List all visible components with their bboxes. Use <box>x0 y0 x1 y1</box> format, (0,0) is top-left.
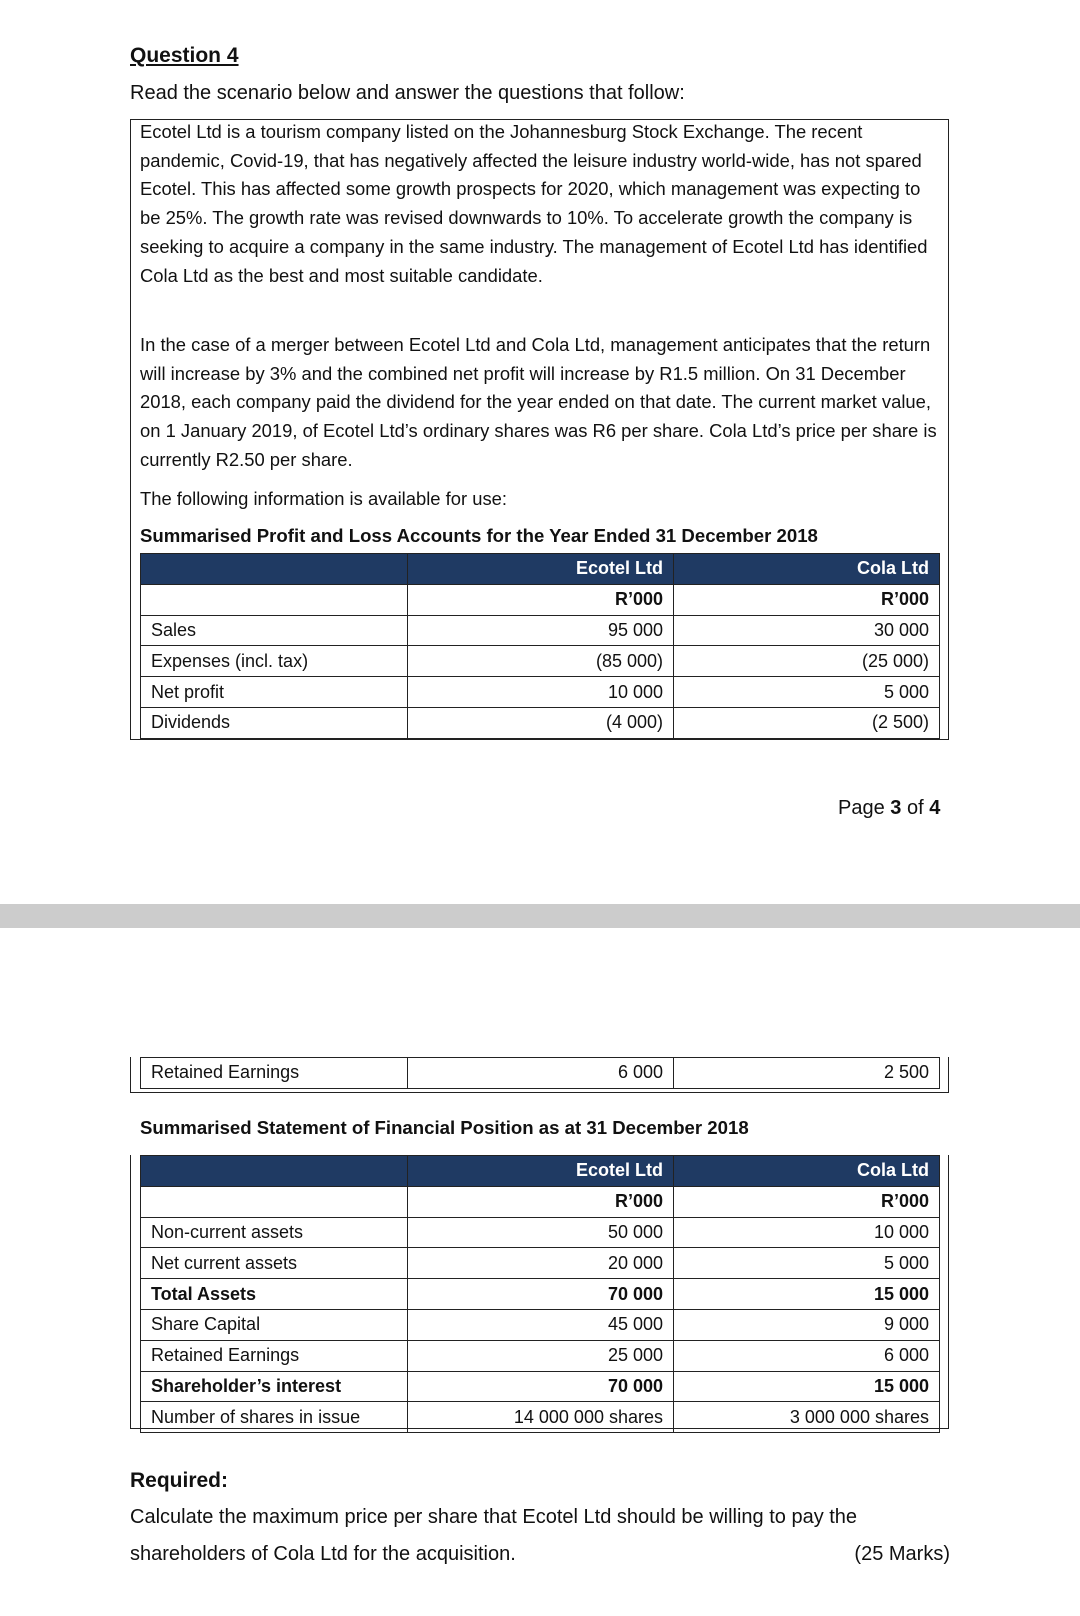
scenario-paragraph-1: Ecotel Ltd is a tourism company listed on the Johannesburg Stock Exchange. The recent pandemic, Covid-19, that has negatively affected the leisure industry world-wide, has not spared Ecotel. This has affected some growth prospects for 2020, which management was expecting to be 25%. The growth rate was revised downwards to 10%. To accelerate growth the company is seeking to acquire a company in the same industry. The management of Ecotel Ltd has identified Cola Ltd as the best and most suitable candidate. <box>140 121 928 286</box>
page-number-total: 4 <box>929 797 941 819</box>
header-cell-ecotel: Ecotel Ltd <box>408 554 674 585</box>
row-ecotel-value: 45 000 <box>408 1309 674 1340</box>
row-label: Sales <box>141 615 408 646</box>
row-cola-value: 5 000 <box>674 677 940 708</box>
header-cell-cola: Cola Ltd <box>674 554 940 585</box>
row-label: Net current assets <box>141 1248 408 1279</box>
row-cola-value: 2 500 <box>674 1058 940 1089</box>
row-ecotel-value: 70 000 <box>408 1279 674 1310</box>
page-number <box>838 797 940 820</box>
row-cola-value: 30 000 <box>674 615 940 646</box>
table-row-total <box>141 1279 940 1310</box>
row-label: Share Capital <box>141 1309 408 1340</box>
scenario-paragraph-3: The following information is available for use: <box>140 488 507 509</box>
row-ecotel-value: (4 000) <box>408 707 674 738</box>
header-cell-label <box>141 1156 408 1187</box>
table-header-row <box>141 554 940 585</box>
table-row <box>141 1248 940 1279</box>
page-number-current: 3 <box>890 797 902 819</box>
table-row <box>141 1309 940 1340</box>
header-cell-cola: Cola Ltd <box>674 1156 940 1187</box>
table-row <box>141 707 940 738</box>
table-row-total <box>141 1371 940 1402</box>
row-cola-value: 10 000 <box>674 1217 940 1248</box>
row-cola-value: (25 000) <box>674 646 940 677</box>
row-ecotel-value: 25 000 <box>408 1340 674 1371</box>
row-label: Shareholder’s interest <box>141 1371 408 1402</box>
profit-loss-table <box>140 553 940 739</box>
row-ecotel-value: 70 000 <box>408 1371 674 1402</box>
row-label: Total Assets <box>141 1279 408 1310</box>
table-row <box>141 1058 940 1089</box>
question-title: Question 4 <box>130 44 239 67</box>
table-unit-row <box>141 1186 940 1217</box>
header-cell-ecotel: Ecotel Ltd <box>408 1156 674 1187</box>
row-cola-value: 9 000 <box>674 1309 940 1340</box>
row-ecotel-value: 95 000 <box>408 615 674 646</box>
row-ecotel-value: (85 000) <box>408 646 674 677</box>
row-label: Dividends <box>141 707 408 738</box>
row-ecotel-value: 14 000 000 shares <box>408 1402 674 1433</box>
table-row <box>141 646 940 677</box>
profit-loss-table-continued <box>140 1057 940 1089</box>
unit-cell-ecotel: R’000 <box>408 584 674 615</box>
row-ecotel-value: 50 000 <box>408 1217 674 1248</box>
row-cola-value: 3 000 000 shares <box>674 1402 940 1433</box>
marks-label: (25 Marks) <box>854 1543 950 1565</box>
table-row <box>141 1340 940 1371</box>
row-label: Non-current assets <box>141 1217 408 1248</box>
row-ecotel-value: 20 000 <box>408 1248 674 1279</box>
row-label: Retained Earnings <box>141 1058 408 1089</box>
required-text-line-1: Calculate the maximum price per share that Ecotel Ltd should be willing to pay the <box>130 1506 858 1528</box>
row-label: Number of shares in issue <box>141 1402 408 1433</box>
header-cell-label <box>141 554 408 585</box>
row-label: Net profit <box>141 677 408 708</box>
table-row <box>141 615 940 646</box>
row-cola-value: 6 000 <box>674 1340 940 1371</box>
row-label: Retained Earnings <box>141 1340 408 1371</box>
page-number-of: of <box>901 797 930 819</box>
unit-cell-cola: R’000 <box>674 584 940 615</box>
table-unit-row <box>141 584 940 615</box>
unit-cell-label <box>141 584 408 615</box>
unit-cell-cola: R’000 <box>674 1186 940 1217</box>
required-heading: Required: <box>130 1469 229 1492</box>
row-cola-value: 5 000 <box>674 1248 940 1279</box>
page-separator <box>0 904 1080 928</box>
page-number-prefix: Page <box>838 797 891 819</box>
row-ecotel-value: 6 000 <box>408 1058 674 1089</box>
unit-cell-ecotel: R’000 <box>408 1186 674 1217</box>
scenario-paragraph-2: In the case of a merger between Ecotel Ltd and Cola Ltd, management anticipates that the return will increase by 3% and the combined net profit will increase by R1.5 million. On 31 December 2018, each company paid the dividend for the year ended on that date. The current market value, on 1 January 2019, of Ecotel Ltd’s ordinary shares was R6 per share. Cola Ltd’s price per share is currently R2.50 per share. <box>140 334 937 470</box>
table-header-row <box>141 1156 940 1187</box>
row-cola-value: (2 500) <box>674 707 940 738</box>
row-ecotel-value: 10 000 <box>408 677 674 708</box>
table-row <box>141 677 940 708</box>
question-intro: Read the scenario below and answer the questions that follow: <box>130 82 685 104</box>
balance-sheet-title: Summarised Statement of Financial Position as at 31 December 2018 <box>140 1117 749 1138</box>
table-row <box>141 1217 940 1248</box>
row-cola-value: 15 000 <box>674 1279 940 1310</box>
row-cola-value: 15 000 <box>674 1371 940 1402</box>
unit-cell-label <box>141 1186 408 1217</box>
row-label: Expenses (incl. tax) <box>141 646 408 677</box>
required-text-line-2: shareholders of Cola Ltd for the acquisition. <box>130 1543 516 1565</box>
balance-sheet-table <box>140 1155 940 1433</box>
profit-loss-title: Summarised Profit and Loss Accounts for the Year Ended 31 December 2018 <box>140 525 818 546</box>
table-row <box>141 1402 940 1433</box>
